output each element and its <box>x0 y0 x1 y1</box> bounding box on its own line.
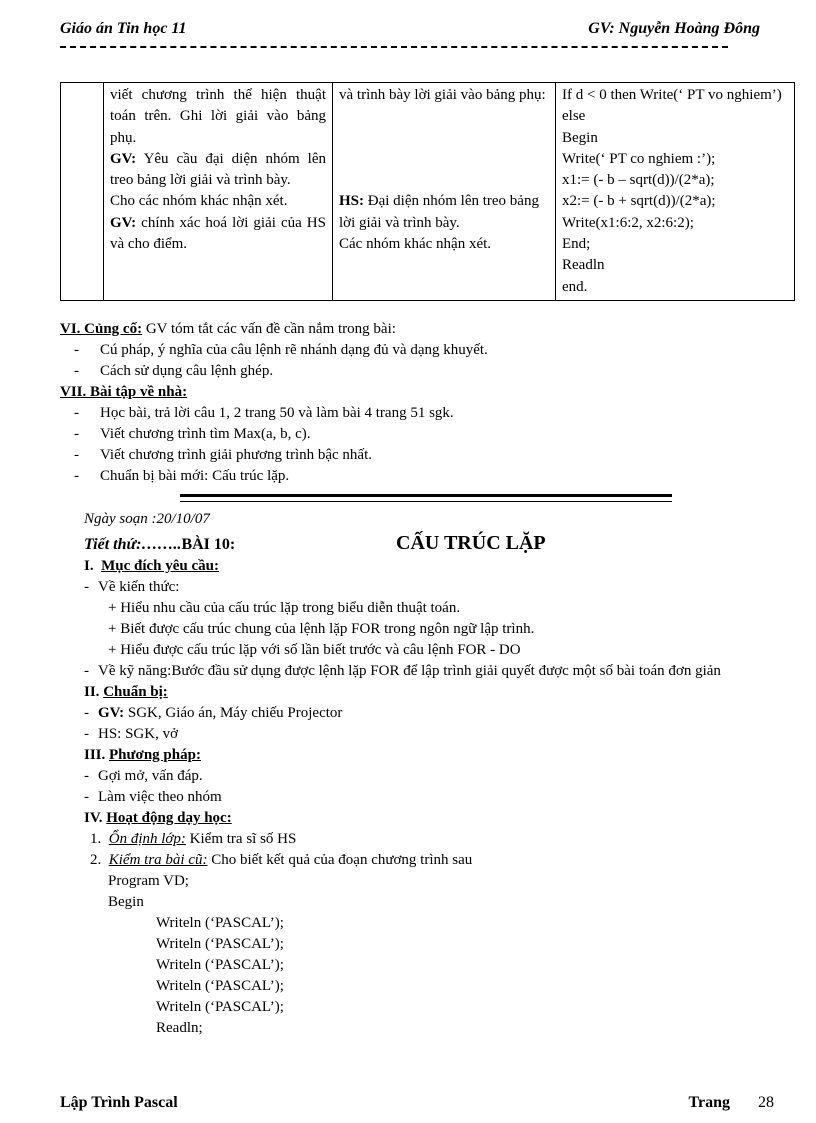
gv-text: Yêu cầu đại diện nhóm lên treo bảng lời giải và trình bày. <box>110 150 326 189</box>
section-prep-title: II. Chuẩn bị: <box>84 684 168 700</box>
lesson-date: Ngày soạn :20/10/07 <box>84 511 210 527</box>
list-item: - Viết chương trình giải phương trình bậc nhất. <box>74 447 372 463</box>
page-header <box>60 20 760 42</box>
code-line: Readln; <box>156 1020 203 1036</box>
list-item: - GV: SGK, Giáo án, Máy chiếu Projector <box>84 703 784 724</box>
cell-text: Cho các nhóm khác nhận xét. <box>110 193 288 210</box>
cell-hs-line <box>339 191 549 234</box>
code-line: Write(‘ PT co nghiem :’); <box>562 150 716 167</box>
table-cell-code <box>556 83 795 301</box>
list-item: - Cú pháp, ý nghĩa của câu lệnh rẽ nhánh dạng đủ và dạng khuyết. <box>74 342 488 358</box>
section-purpose-title: I. Mục đích yêu cầu: <box>84 558 220 574</box>
list-item: - Về kỹ năng:Bước đầu sử dụng được lệnh lặp FOR để lập trình giải quyết được một số bài toán đơn giản <box>84 661 784 682</box>
code-line: x1:= (- b – sqrt(d))/(2*a); <box>562 172 715 189</box>
table-row <box>61 83 795 301</box>
hs-label: HS: <box>339 193 365 210</box>
cell-text: và trình bày lời giải vào bảng phụ: <box>339 87 546 103</box>
code-line: Writeln (‘PASCAL’); <box>156 936 284 952</box>
cell-gv-line <box>110 149 326 192</box>
code-line: Writeln (‘PASCAL’); <box>156 915 284 931</box>
hs-text: Đại diện nhóm lên treo bảng lời giải và trình bày. <box>339 193 539 231</box>
lesson-body <box>84 556 784 1039</box>
list-item: - Gợi mở, vấn đáp. <box>84 766 784 787</box>
cell-gv-line <box>110 213 326 256</box>
cell-text: Các nhóm khác nhận xét. <box>339 235 492 252</box>
table-cell-student <box>333 83 556 301</box>
cell-text: viết chương trình thể hiện thuật toán trên. Ghi lời giải vào bảng phụ. <box>110 87 326 146</box>
code-line: x2:= (- b + sqrt(d))/(2*a); <box>562 193 716 210</box>
list-item: + Biết được cấu trúc chung của lệnh lặp FOR trong ngôn ngữ lập trình. <box>108 621 535 637</box>
section-title: VI. Củng cố: <box>60 321 143 337</box>
section-title: VII. Bài tập về nhà: <box>60 384 188 400</box>
list-item: 1. Ổn định lớp: Kiểm tra sĩ số HS <box>90 831 297 847</box>
list-item: - HS: SGK, vở <box>84 724 784 745</box>
gv-label: GV: <box>110 214 137 231</box>
code-line: end. <box>562 278 588 295</box>
list-item: - Làm việc theo nhóm <box>84 787 784 808</box>
page-number: 28 <box>758 1094 774 1111</box>
activity-table <box>60 82 795 301</box>
lesson-number: BÀI 10: <box>181 536 236 553</box>
gv-text: chính xác hoá lời giải của HS và cho điểm. <box>110 214 326 253</box>
section-divider <box>180 494 672 502</box>
section-heading <box>60 382 780 403</box>
list-item: - Cách sử dụng câu lệnh ghép. <box>74 363 274 379</box>
code-line: End; <box>562 236 591 253</box>
section-activity-title: IV. Hoạt động dạy học: <box>84 810 232 826</box>
section-consolidation <box>60 319 780 382</box>
section-homework <box>60 382 780 487</box>
footer-right: Trang 28 <box>688 1094 774 1111</box>
list-item: - Học bài, trả lời câu 1, 2 trang 50 và làm bài 4 trang 51 sgk. <box>74 405 454 421</box>
code-line: Writeln (‘PASCAL’); <box>156 978 284 994</box>
gv-label: GV: <box>110 150 137 167</box>
code-line: Program VD; <box>108 873 189 889</box>
table-cell-teacher <box>104 83 333 301</box>
section-intro: GV tóm tắt các vấn đề cần nắm trong bài: <box>142 321 396 337</box>
code-line: Writeln (‘PASCAL’); <box>156 957 284 973</box>
code-line: Begin <box>108 894 144 910</box>
code-line: Writeln (‘PASCAL’); <box>156 999 284 1015</box>
footer-left: Lập Trình Pascal <box>60 1094 178 1111</box>
code-line: Readln <box>562 257 605 274</box>
code-line: If d < 0 then Write(‘ PT vo nghiem’) else <box>562 87 782 125</box>
list-item: - Về kiến thức: <box>84 577 784 598</box>
code-line: Begin <box>562 129 598 146</box>
code-line: Write(x1:6:2, x2:6:2); <box>562 214 694 231</box>
table-cell-empty <box>61 83 104 301</box>
list-item: 2. Kiểm tra bài cũ: Cho biết kết quả của đoạn chương trình sau <box>90 852 473 868</box>
lesson-title: CẤU TRÚC LẶP <box>396 532 546 554</box>
list-item: - Chuẩn bị bài mới: Cấu trúc lặp. <box>74 468 290 484</box>
header-divider <box>60 46 728 48</box>
list-item: + Hiểu nhu cầu của cấu trúc lặp trong biểu diễn thuật toán. <box>108 600 461 616</box>
lesson-period: Tiết thứ:……..BÀI 10: <box>84 536 236 553</box>
header-left: Giáo án Tin học 11 <box>60 20 187 37</box>
list-item: - Viết chương trình tìm Max(a, b, c). <box>74 426 311 442</box>
section-method-title: III. Phương pháp: <box>84 747 201 763</box>
header-right: GV: Nguyễn Hoàng Đông <box>588 20 760 37</box>
section-heading <box>60 319 780 340</box>
list-item: + Hiểu được cấu trúc lặp với số lần biết trước và câu lệnh FOR - DO <box>108 642 521 658</box>
